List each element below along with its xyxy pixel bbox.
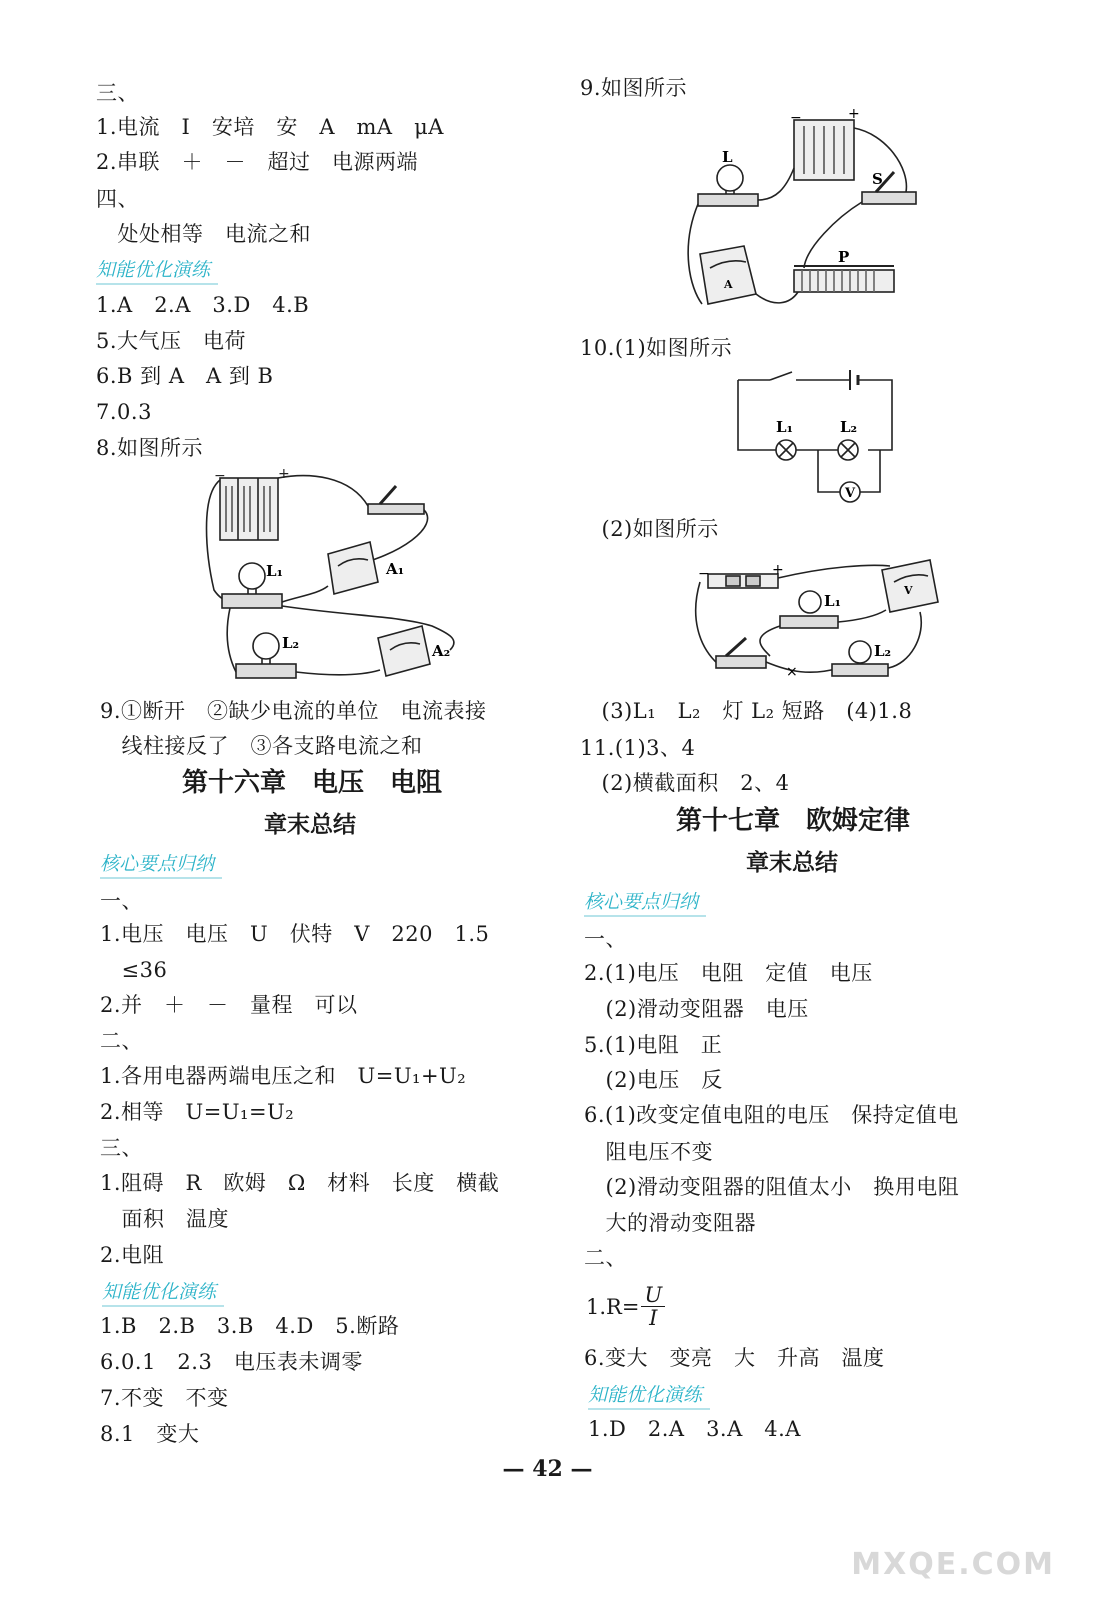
text-line: 2.(1)电压 电阻 定值 电压 bbox=[584, 961, 873, 985]
svg-text:+: + bbox=[278, 466, 290, 482]
text-line: 大的滑动变阻器 bbox=[584, 1211, 756, 1235]
circuit-figure-q8 bbox=[200, 466, 470, 688]
label-l2: L₂ bbox=[840, 418, 858, 436]
label-l: L bbox=[722, 148, 733, 166]
text-line: 1.B 2.B 3.B 4.D 5.断路 bbox=[100, 1314, 400, 1338]
text-line: 9.①断开 ②缺少电流的单位 电流表接 bbox=[100, 699, 487, 723]
formula-prefix: 1.R= bbox=[586, 1294, 640, 1319]
text-line: 面积 温度 bbox=[100, 1207, 229, 1231]
circuit-figure-q10-2 bbox=[690, 556, 950, 688]
text-line: 2.电阻 bbox=[100, 1243, 165, 1267]
chapter-title: 第十七章 欧姆定律 bbox=[676, 806, 911, 836]
text-line: (2)横截面积 2、4 bbox=[580, 771, 790, 795]
text-line: 处处相等 电流之和 bbox=[96, 222, 311, 246]
text-line: 三、 bbox=[100, 1136, 143, 1160]
watermark: MXQE.COM bbox=[851, 1547, 1055, 1582]
chapter-subtitle: 章末总结 bbox=[746, 850, 838, 876]
page-number: — 42 — bbox=[502, 1456, 593, 1482]
text-line: 1.A 2.A 3.D 4.B bbox=[96, 293, 310, 317]
text-line: 二、 bbox=[584, 1246, 627, 1270]
label-a2: A₂ bbox=[432, 642, 451, 660]
label-a1: A₁ bbox=[386, 560, 405, 578]
chapter-title: 第十六章 电压 电阻 bbox=[182, 768, 443, 798]
text-line: 2.并 ＋ － 量程 可以 bbox=[100, 993, 358, 1017]
text-line: 二、 bbox=[100, 1029, 143, 1053]
text-line: 2.相等 U=U₁=U₂ bbox=[100, 1100, 295, 1124]
text-line: 阻电压不变 bbox=[584, 1140, 713, 1164]
chapter-subtitle: 章末总结 bbox=[264, 812, 356, 838]
text-line: (2)如图所示 bbox=[580, 517, 719, 541]
label-l1: L₁ bbox=[824, 592, 842, 610]
text-line: 2.串联 ＋ － 超过 电源两端 bbox=[96, 150, 419, 174]
svg-text:+: + bbox=[772, 562, 784, 578]
svg-text:+: + bbox=[848, 108, 860, 122]
text-line: 6.B 到 A A 到 B bbox=[96, 364, 274, 388]
text-line: 6.(1)改变定值电阻的电压 保持定值电 bbox=[584, 1103, 959, 1127]
label-l2: L₂ bbox=[282, 634, 300, 652]
label-v: V bbox=[845, 486, 856, 501]
label-p: P bbox=[838, 248, 850, 266]
text-line: 11.(1)3、4 bbox=[580, 736, 696, 760]
section-heading: 核心要点归纳 bbox=[584, 889, 706, 917]
text-line: ≤36 bbox=[100, 958, 168, 982]
text-line: 1.D 2.A 3.A 4.A bbox=[588, 1417, 801, 1441]
section-heading: 知能优化演练 bbox=[96, 257, 218, 285]
text-line: (2)电压 反 bbox=[584, 1068, 723, 1092]
text-line: 线柱接反了 ③各支路电流之和 bbox=[100, 734, 423, 758]
label-a: A bbox=[724, 278, 733, 291]
section-heading: 核心要点归纳 bbox=[100, 851, 222, 879]
text-line: 1.电流 I 安培 安 A mA μA bbox=[96, 115, 444, 139]
label-l2: L₂ bbox=[874, 642, 892, 660]
text-line: (3)L₁ L₂ 灯 L₂ 短路 (4)1.8 bbox=[580, 699, 913, 723]
text-line: 8.1 变大 bbox=[100, 1422, 200, 1446]
svg-text:×: × bbox=[786, 664, 798, 680]
text-line: 7.不变 不变 bbox=[100, 1386, 229, 1410]
text-line: 一、 bbox=[584, 927, 627, 951]
label-l1: L₁ bbox=[776, 418, 794, 436]
text-line: 7.0.3 bbox=[96, 400, 152, 424]
text-line: 三、 bbox=[96, 81, 139, 105]
text-line: 6.变大 变亮 大 升高 温度 bbox=[584, 1346, 885, 1370]
section-heading: 知能优化演练 bbox=[588, 1382, 710, 1410]
text-line: (2)滑动变阻器 电压 bbox=[584, 997, 809, 1021]
text-line: 10.(1)如图所示 bbox=[580, 336, 733, 360]
text-line: 5.大气压 电荷 bbox=[96, 329, 247, 353]
formula-fraction bbox=[641, 1284, 665, 1329]
label-l1: L₁ bbox=[266, 562, 284, 580]
label-v: V bbox=[904, 584, 913, 597]
text-line: 1.阻碍 R 欧姆 Ω 材料 长度 横截 bbox=[100, 1171, 500, 1195]
circuit-figure-q9 bbox=[686, 108, 926, 328]
text-line: (2)滑动变阻器的阻值太小 换用电阻 bbox=[584, 1175, 960, 1199]
svg-text:−: − bbox=[790, 110, 802, 126]
text-line: 6.0.1 2.3 电压表未调零 bbox=[100, 1350, 363, 1374]
text-line: 1.电压 电压 U 伏特 V 220 1.5 bbox=[100, 922, 490, 946]
text-line: 一、 bbox=[100, 889, 143, 913]
ohm-formula bbox=[586, 1284, 665, 1329]
section-heading: 知能优化演练 bbox=[102, 1279, 224, 1307]
svg-text:−: − bbox=[214, 468, 226, 484]
formula-numerator: U bbox=[641, 1284, 665, 1307]
text-line: 5.(1)电阻 正 bbox=[584, 1033, 723, 1057]
circuit-figure-q10-1 bbox=[730, 368, 900, 508]
label-s: S bbox=[872, 170, 883, 188]
svg-text:−: − bbox=[698, 566, 710, 582]
text-line: 8.如图所示 bbox=[96, 436, 204, 460]
formula-denominator: I bbox=[649, 1306, 658, 1330]
text-line: 9.如图所示 bbox=[580, 76, 688, 100]
text-line: 四、 bbox=[96, 187, 139, 211]
text-line: 1.各用电器两端电压之和 U=U₁+U₂ bbox=[100, 1064, 467, 1088]
